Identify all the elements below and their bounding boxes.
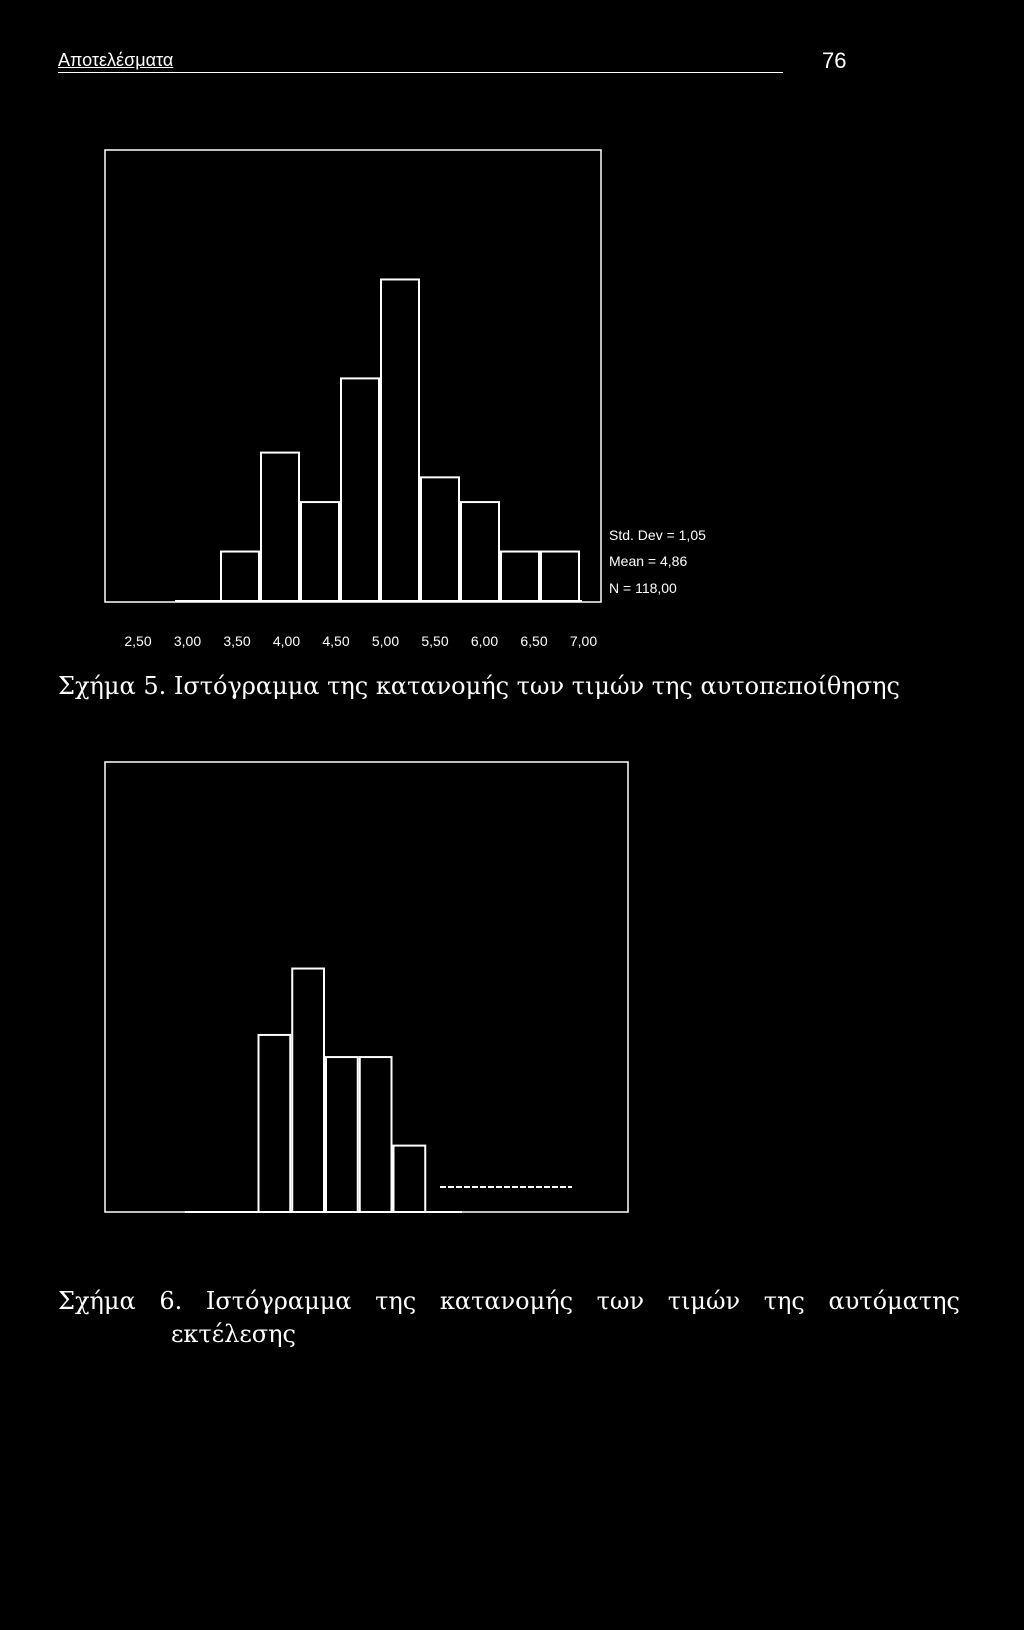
figure6-bars	[185, 969, 462, 1212]
section-title: Αποτελέσματα	[58, 50, 174, 70]
x-tick-label: 3,00	[173, 633, 202, 649]
histogram-bar	[326, 1057, 358, 1212]
figure6-caption-line2: εκτέλεσης	[171, 1320, 296, 1348]
figure5-std-dev: Std. Dev = 1,05	[609, 527, 706, 543]
x-tick-label: 4,00	[272, 633, 301, 649]
figure5-caption: Σχήμα 5. Ιστόγραμμα της κατανομής των τιμών της αυτοπεποίθησης	[58, 672, 900, 700]
x-tick-label: 2,50	[124, 633, 152, 649]
x-tick-label: 5,50	[421, 633, 449, 649]
figure5-n: N = 118,00	[609, 580, 677, 596]
figure6-plot-frame	[105, 762, 628, 1212]
x-tick-label: 4,50	[322, 633, 350, 649]
histogram-bar	[394, 1146, 426, 1212]
x-tick-label: 6,00	[470, 633, 499, 649]
page-number: 76	[822, 48, 847, 73]
figure5-mean: Mean = 4,86	[609, 553, 688, 569]
histogram-bar	[259, 1035, 291, 1212]
x-tick-label: 3,50	[223, 633, 251, 649]
x-tick-label: 7,00	[569, 633, 598, 649]
x-tick-label: 6,50	[520, 633, 548, 649]
figure6-caption-line1: Σχήμα 6. Ιστόγραμμα της κατανομής των τιμών της αυτόματης	[58, 1287, 960, 1315]
x-tick-label: 5,00	[371, 633, 400, 649]
histogram-bar	[292, 969, 324, 1212]
histogram-bar	[360, 1057, 392, 1212]
